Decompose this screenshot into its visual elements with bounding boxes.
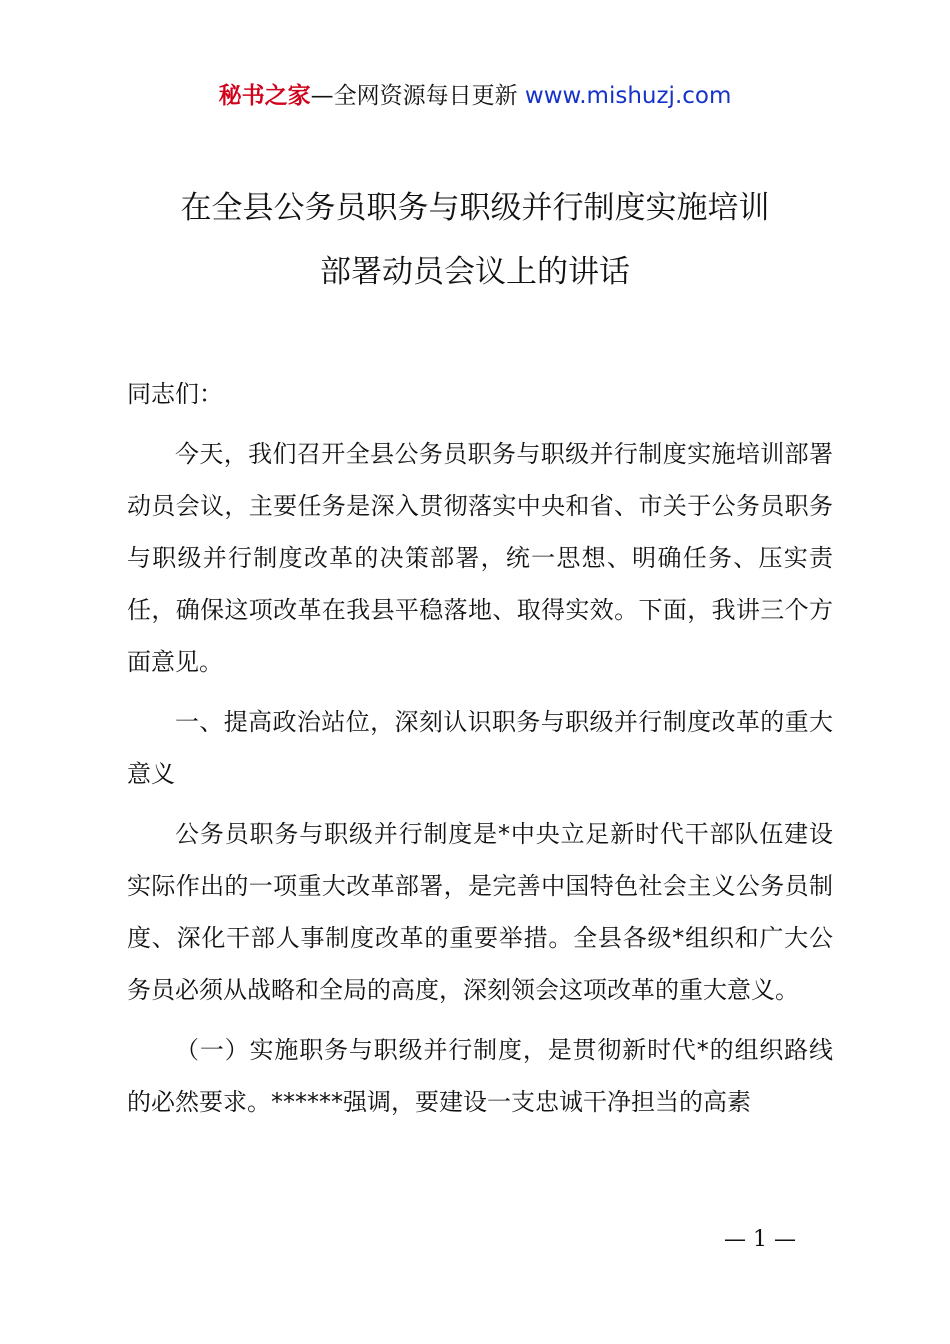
subsection-1: （一）实施职务与职级并行制度，是贯彻新时代*的组织路线的必然要求。******强调，要建设一支忠诚干净担当的高素: [127, 1036, 833, 1116]
salutation: 同志们：: [127, 380, 223, 408]
site-url-link[interactable]: www.mishuzj.com: [524, 83, 732, 109]
site-brand: 秘书之家: [218, 83, 311, 109]
site-header: [0, 78, 950, 114]
paragraph-significance: 公务员职务与职级并行制度是*中央立足新时代干部队伍建设实际作出的一项重大改革部署，是完善中国特色社会主义公务员制度、深化干部人事制度改革的重要举措。全县各级*组织和广大公务员必须从战略和全局的高度，深刻领会这项改革的重大意义。: [127, 820, 833, 1004]
title-line-1: 在全县公务员职务与职级并行制度实施培训: [180, 190, 770, 226]
title-line-2: 部署动员会议上的讲话: [320, 254, 630, 290]
document-title: [60, 176, 890, 304]
section-heading-1: 一、提高政治站位，深刻认识职务与职级并行制度改革的重大意义: [127, 708, 833, 788]
paragraph-intro: 今天，我们召开全县公务员职务与职级并行制度实施培训部署动员会议，主要任务是深入贯彻落实中央和省、市关于公务员职务与职级并行制度改革的决策部署，统一思想、明确任务、压实责任，确保这项改革在我县平稳落地、取得实效。下面，我讲三个方面意见。: [127, 440, 833, 676]
document-body: [127, 368, 833, 1136]
page-number: — 1 —: [724, 1227, 796, 1252]
site-tagline: —全网资源每日更新: [310, 83, 518, 109]
